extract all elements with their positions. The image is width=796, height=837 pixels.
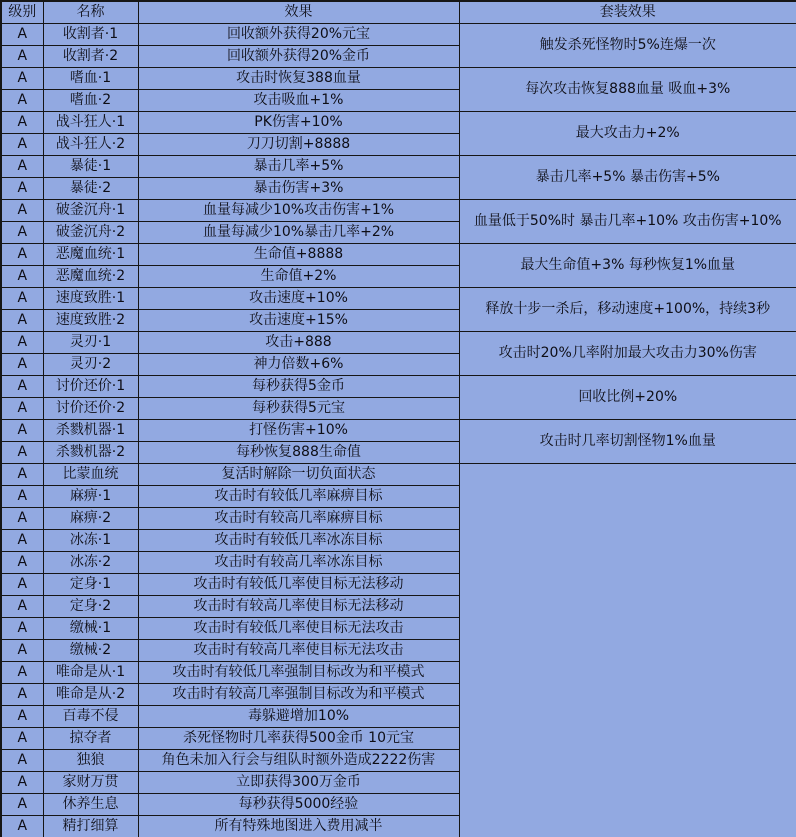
level-cell: A — [1, 596, 43, 618]
name-cell: 定身·2 — [43, 596, 138, 618]
effect-cell: 攻击+888 — [138, 332, 459, 354]
name-cell: 暴徒·2 — [43, 178, 138, 200]
effect-cell: 生命值+8888 — [138, 244, 459, 266]
name-cell: 杀戮机器·2 — [43, 442, 138, 464]
effect-cell: 攻击时有较高几率使目标无法移动 — [138, 596, 459, 618]
effect-cell: 血量每减少10%攻击伤害+1% — [138, 200, 459, 222]
effect-cell: 攻击时有较低几率使目标无法攻击 — [138, 618, 459, 640]
name-cell: 讨价还价·1 — [43, 376, 138, 398]
name-cell: 嗜血·2 — [43, 90, 138, 112]
table-row — [1, 24, 796, 46]
level-cell: A — [1, 156, 43, 178]
effect-cell: 毒躲避增加10% — [138, 706, 459, 728]
level-cell: A — [1, 266, 43, 288]
effect-cell: 回收额外获得20%金币 — [138, 46, 459, 68]
level-cell: A — [1, 134, 43, 156]
level-cell: A — [1, 772, 43, 794]
effect-cell: 刀刀切割+8888 — [138, 134, 459, 156]
level-cell: A — [1, 530, 43, 552]
name-cell: 速度致胜·2 — [43, 310, 138, 332]
effect-cell: 攻击时有较低几率麻痹目标 — [138, 486, 459, 508]
level-cell: A — [1, 706, 43, 728]
name-cell: 讨价还价·2 — [43, 398, 138, 420]
table-row — [1, 420, 796, 442]
level-cell: A — [1, 442, 43, 464]
effect-cell: 所有特殊地图进入费用减半 — [138, 816, 459, 837]
effect-cell: 攻击时有较低几率冰冻目标 — [138, 530, 459, 552]
level-cell: A — [1, 46, 43, 68]
table-row — [1, 288, 796, 310]
name-cell: 恶魔血统·2 — [43, 266, 138, 288]
set-effect-cell — [459, 464, 796, 837]
table-row — [1, 156, 796, 178]
name-cell: 比蒙血统 — [43, 464, 138, 486]
col-header-effect: 效果 — [138, 1, 459, 24]
table-row — [1, 244, 796, 266]
effect-cell: 每秒获得5元宝 — [138, 398, 459, 420]
name-cell: 掠夺者 — [43, 728, 138, 750]
effect-cell: PK伤害+10% — [138, 112, 459, 134]
level-cell: A — [1, 310, 43, 332]
effect-cell: 打怪伤害+10% — [138, 420, 459, 442]
level-cell: A — [1, 200, 43, 222]
effect-cell: 每秒恢复888生命值 — [138, 442, 459, 464]
effect-cell: 攻击时有较低几率强制目标改为和平模式 — [138, 662, 459, 684]
effect-cell: 复活时解除一切负面状态 — [138, 464, 459, 486]
effect-cell: 每秒获得5000经验 — [138, 794, 459, 816]
table-row — [1, 464, 796, 486]
effect-cell: 立即获得300万金币 — [138, 772, 459, 794]
table-row — [1, 112, 796, 134]
effect-cell: 攻击时有较高几率麻痹目标 — [138, 508, 459, 530]
name-cell: 嗜血·1 — [43, 68, 138, 90]
effect-cell: 神力倍数+6% — [138, 354, 459, 376]
level-cell: A — [1, 24, 43, 46]
name-cell: 战斗狂人·1 — [43, 112, 138, 134]
level-cell: A — [1, 112, 43, 134]
table-row — [1, 332, 796, 354]
effect-cell: 攻击吸血+1% — [138, 90, 459, 112]
name-cell: 精打细算 — [43, 816, 138, 837]
effect-cell: 攻击速度+10% — [138, 288, 459, 310]
effect-cell: 每秒获得5金币 — [138, 376, 459, 398]
name-cell: 灵刃·2 — [43, 354, 138, 376]
name-cell: 杀戮机器·1 — [43, 420, 138, 442]
level-cell: A — [1, 486, 43, 508]
name-cell: 战斗狂人·2 — [43, 134, 138, 156]
name-cell: 收割者·1 — [43, 24, 138, 46]
name-cell: 灵刃·1 — [43, 332, 138, 354]
effect-cell: 攻击时有较高几率冰冻目标 — [138, 552, 459, 574]
col-header-level: 级别 — [1, 1, 43, 24]
name-cell: 破釜沉舟·1 — [43, 200, 138, 222]
effect-cell: 攻击时恢复388血量 — [138, 68, 459, 90]
level-cell: A — [1, 464, 43, 486]
level-cell: A — [1, 398, 43, 420]
table-row — [1, 68, 796, 90]
name-cell: 冰冻·1 — [43, 530, 138, 552]
level-cell: A — [1, 420, 43, 442]
name-cell: 冰冻·2 — [43, 552, 138, 574]
table-row — [1, 376, 796, 398]
effect-cell: 杀死怪物时几率获得500金币 10元宝 — [138, 728, 459, 750]
level-cell: A — [1, 178, 43, 200]
effect-cell: 攻击时有较低几率使目标无法移动 — [138, 574, 459, 596]
level-cell: A — [1, 288, 43, 310]
level-cell: A — [1, 750, 43, 772]
name-cell: 休养生息 — [43, 794, 138, 816]
level-cell: A — [1, 376, 43, 398]
effect-cell: 生命值+2% — [138, 266, 459, 288]
set-effect-cell: 最大攻击力+2% — [459, 112, 796, 156]
level-cell: A — [1, 222, 43, 244]
name-cell: 定身·1 — [43, 574, 138, 596]
effect-cell: 攻击速度+15% — [138, 310, 459, 332]
effect-cell: 角色未加入行会与组队时额外造成2222伤害 — [138, 750, 459, 772]
name-cell: 麻痹·2 — [43, 508, 138, 530]
level-cell: A — [1, 794, 43, 816]
set-effect-cell: 触发杀死怪物时5%连爆一次 — [459, 24, 796, 68]
effect-cell: 血量每减少10%暴击几率+2% — [138, 222, 459, 244]
set-effect-cell: 血量低于50%时 暴击几率+10% 攻击伤害+10% — [459, 200, 796, 244]
set-effect-cell: 释放十步一杀后，移动速度+100%，持续3秒 — [459, 288, 796, 332]
level-cell: A — [1, 68, 43, 90]
set-effect-cell: 攻击时20%几率附加最大攻击力30%伤害 — [459, 332, 796, 376]
name-cell: 速度致胜·1 — [43, 288, 138, 310]
level-cell: A — [1, 662, 43, 684]
table-body — [1, 24, 796, 837]
set-effect-cell: 最大生命值+3% 每秒恢复1%血量 — [459, 244, 796, 288]
level-cell: A — [1, 618, 43, 640]
set-effect-cell: 每次攻击恢复888血量 吸血+3% — [459, 68, 796, 112]
name-cell: 恶魔血统·1 — [43, 244, 138, 266]
set-effect-cell: 回收比例+20% — [459, 376, 796, 420]
set-effect-cell: 攻击时几率切割怪物1%血量 — [459, 420, 796, 464]
effect-cell: 暴击伤害+3% — [138, 178, 459, 200]
name-cell: 唯命是从·1 — [43, 662, 138, 684]
level-cell: A — [1, 244, 43, 266]
name-cell: 唯命是从·2 — [43, 684, 138, 706]
level-cell: A — [1, 332, 43, 354]
name-cell: 破釜沉舟·2 — [43, 222, 138, 244]
set-effect-cell: 暴击几率+5% 暴击伤害+5% — [459, 156, 796, 200]
level-cell: A — [1, 684, 43, 706]
name-cell: 暴徒·1 — [43, 156, 138, 178]
level-cell: A — [1, 90, 43, 112]
name-cell: 家财万贯 — [43, 772, 138, 794]
name-cell: 收割者·2 — [43, 46, 138, 68]
effect-cell: 回收额外获得20%元宝 — [138, 24, 459, 46]
name-cell: 缴械·2 — [43, 640, 138, 662]
name-cell: 独狼 — [43, 750, 138, 772]
table-row — [1, 200, 796, 222]
level-cell: A — [1, 354, 43, 376]
col-header-name: 名称 — [43, 1, 138, 24]
level-cell: A — [1, 728, 43, 750]
header-row — [1, 1, 796, 24]
level-cell: A — [1, 552, 43, 574]
effect-cell: 攻击时有较高几率使目标无法攻击 — [138, 640, 459, 662]
level-cell: A — [1, 508, 43, 530]
effect-cell: 攻击时有较高几率强制目标改为和平模式 — [138, 684, 459, 706]
effect-cell: 暴击几率+5% — [138, 156, 459, 178]
name-cell: 缴械·1 — [43, 618, 138, 640]
level-cell: A — [1, 816, 43, 837]
name-cell: 百毒不侵 — [43, 706, 138, 728]
col-header-set-effect: 套装效果 — [459, 1, 796, 24]
level-cell: A — [1, 640, 43, 662]
name-cell: 麻痹·1 — [43, 486, 138, 508]
level-cell: A — [1, 574, 43, 596]
